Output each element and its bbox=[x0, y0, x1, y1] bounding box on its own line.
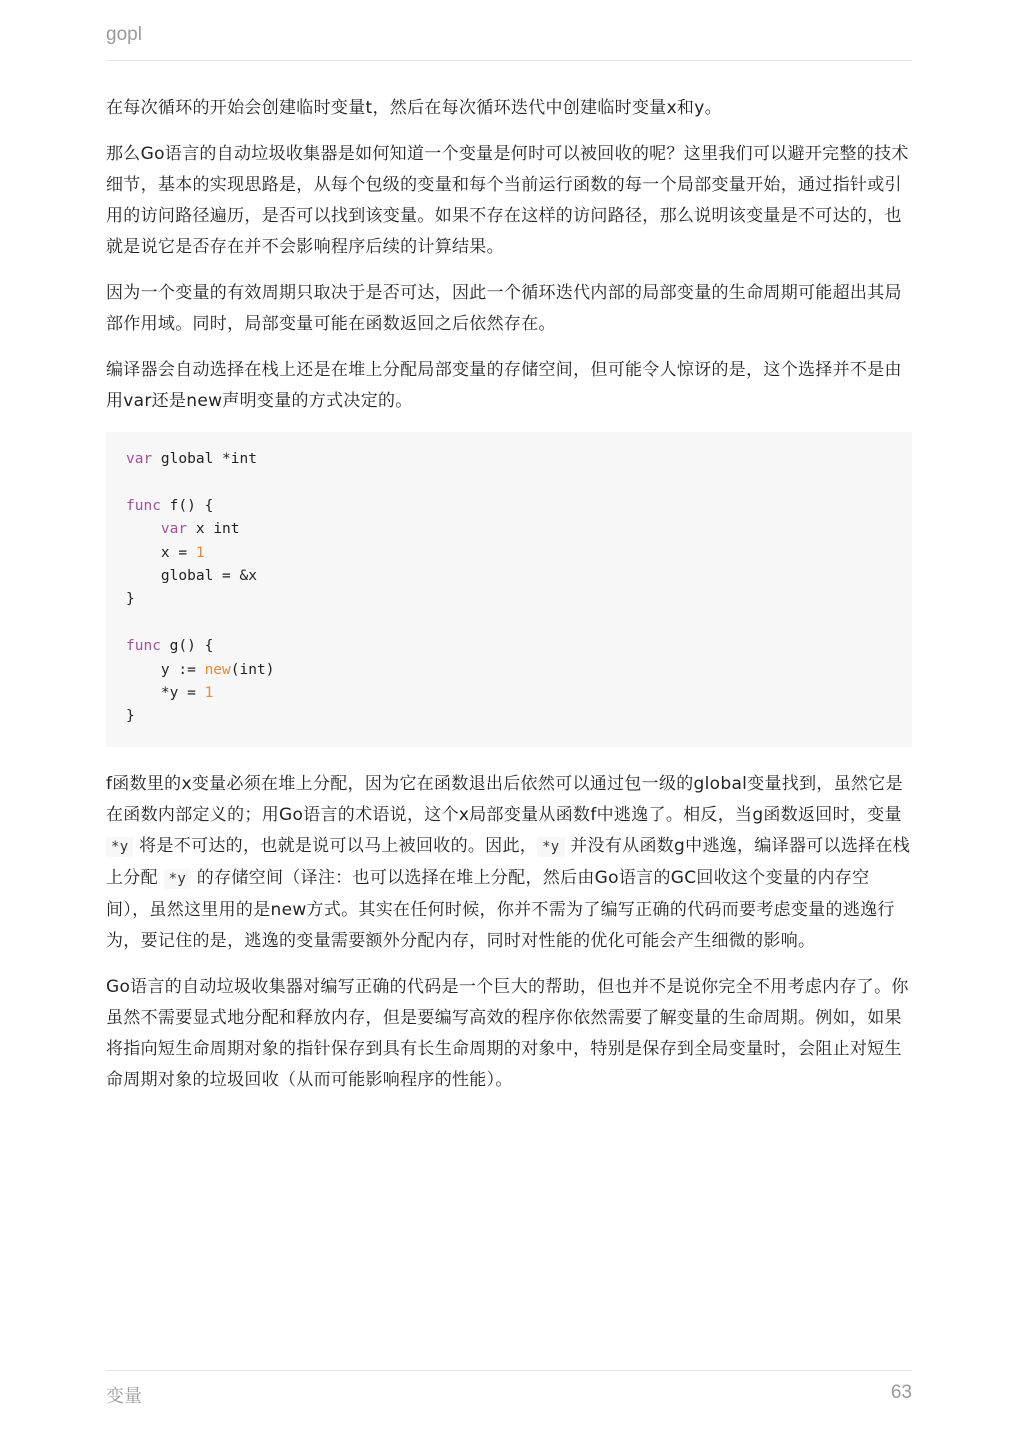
code-line bbox=[126, 682, 892, 705]
paragraph-4: 编译器会自动选择在栈上还是在堆上分配局部变量的存储空间，但可能令人惊讶的是，这个选择并不是由用var还是new声明变量的方式决定的。 bbox=[106, 360, 902, 411]
footer-section-title: 变量 bbox=[106, 1386, 142, 1407]
code-line bbox=[126, 471, 892, 494]
inline-code: *y bbox=[106, 837, 133, 857]
page-number: 63 bbox=[890, 1382, 912, 1403]
paragraph-2: 那么Go语言的自动垃圾收集器是如何知道一个变量是何时可以被回收的呢？这里我们可以避开完整的技术细节，基本的实现思路是，从每个包级的变量和每个当前运行函数的每一个局部变量开始，通过指针或引用的访问路径遍历，是否可以找到该变量。如果不存在这样的访问路径，那么说明该变量是不可达的，也就是说它是否存在并不会影响程序后续的计算结果。 bbox=[106, 144, 909, 257]
code-line bbox=[126, 542, 892, 565]
code-token: *y = bbox=[126, 684, 205, 701]
code-line bbox=[126, 635, 892, 658]
footer-divider bbox=[106, 1370, 912, 1371]
paragraph-3: 因为一个变量的有效周期只取决于是否可达，因此一个循环迭代内部的局部变量的生命周期可能超出其局部作用域。同时，局部变量可能在函数返回之后依然存在。 bbox=[106, 283, 902, 334]
paragraph-6 bbox=[106, 972, 912, 1096]
code-token: g() { bbox=[160, 638, 214, 655]
code-line bbox=[126, 448, 892, 471]
code-token-kw: func bbox=[126, 638, 161, 655]
code-token-builtin: new bbox=[204, 661, 231, 678]
code-token: f() { bbox=[160, 497, 214, 514]
page-content bbox=[106, 93, 912, 1111]
code-line bbox=[126, 565, 892, 588]
code-token: } bbox=[126, 591, 135, 608]
header-divider bbox=[106, 60, 912, 61]
code-token-num: 1 bbox=[195, 544, 205, 561]
code-token: global = &x bbox=[126, 567, 257, 584]
code-token: x int bbox=[187, 521, 240, 538]
inline-code: *y bbox=[537, 837, 564, 857]
code-token: x = bbox=[126, 544, 196, 561]
code-line bbox=[126, 518, 892, 541]
text-run: Go语言的自动垃圾收集器对编写正确的代码是一个巨大的帮助，但也并不是说你完全不用考虑内存了。你虽然不需要显式地分配和释放内存，但是要编写高效的程序你依然需要了解变量的生命周期。例如，如果将指向短生命周期对象的指针保存到具有长生命周期的对象中，特别是保存到全局变量时，会阻止对短生命周期对象的垃圾回收（从而可能影响程序的性能）。 bbox=[106, 976, 909, 1090]
code-line bbox=[126, 659, 892, 682]
code-line bbox=[126, 612, 892, 635]
code-block bbox=[106, 432, 912, 747]
text-run: 并没有从函数g中逃逸，编译器可以选择在栈上分配 bbox=[106, 835, 911, 888]
code-token-kw: var bbox=[160, 521, 188, 538]
code-token: global *int bbox=[152, 451, 257, 467]
code-token: (int) bbox=[230, 661, 275, 678]
paragraph-1: 在每次循环的开始会创建临时变量t，然后在每次循环迭代中创建临时变量x和y。 bbox=[106, 98, 722, 118]
text-run: 的存储空间（译注：也可以选择在堆上分配，然后由Go语言的GC回收这个变量的内存空间），虽然这里用的是new方式。其实在任何时候，你并不需为了编写正确的代码而要考虑变量的逃逸行为，要记住的是，逃逸的变量需要额外分配内存，同时对性能的优化可能会产生细微的影响。 bbox=[106, 867, 895, 951]
code-token bbox=[126, 521, 161, 537]
code-token: y := bbox=[126, 661, 205, 678]
text-run: 将是不可达的，也就是说可以马上被回收的。因此， bbox=[133, 835, 538, 856]
code-token-kw: func bbox=[126, 497, 161, 514]
book-title: gopl bbox=[106, 24, 142, 45]
code-line bbox=[126, 705, 892, 728]
code-token: } bbox=[126, 708, 135, 725]
code-token-num: 1 bbox=[204, 684, 214, 701]
code-line bbox=[126, 495, 892, 518]
code-token-kw: var bbox=[126, 451, 153, 467]
text-run: f函数里的x变量必须在堆上分配，因为它在函数退出后依然可以通过包一级的global变量找到，虽然它是在函数内部定义的；用Go语言的术语说，这个x局部变量从函数f中逃逸了。相反，当g函数返回时，变量 bbox=[106, 773, 903, 825]
inline-code: *y bbox=[164, 869, 191, 889]
code-line bbox=[126, 588, 892, 611]
paragraph-5 bbox=[106, 769, 912, 957]
